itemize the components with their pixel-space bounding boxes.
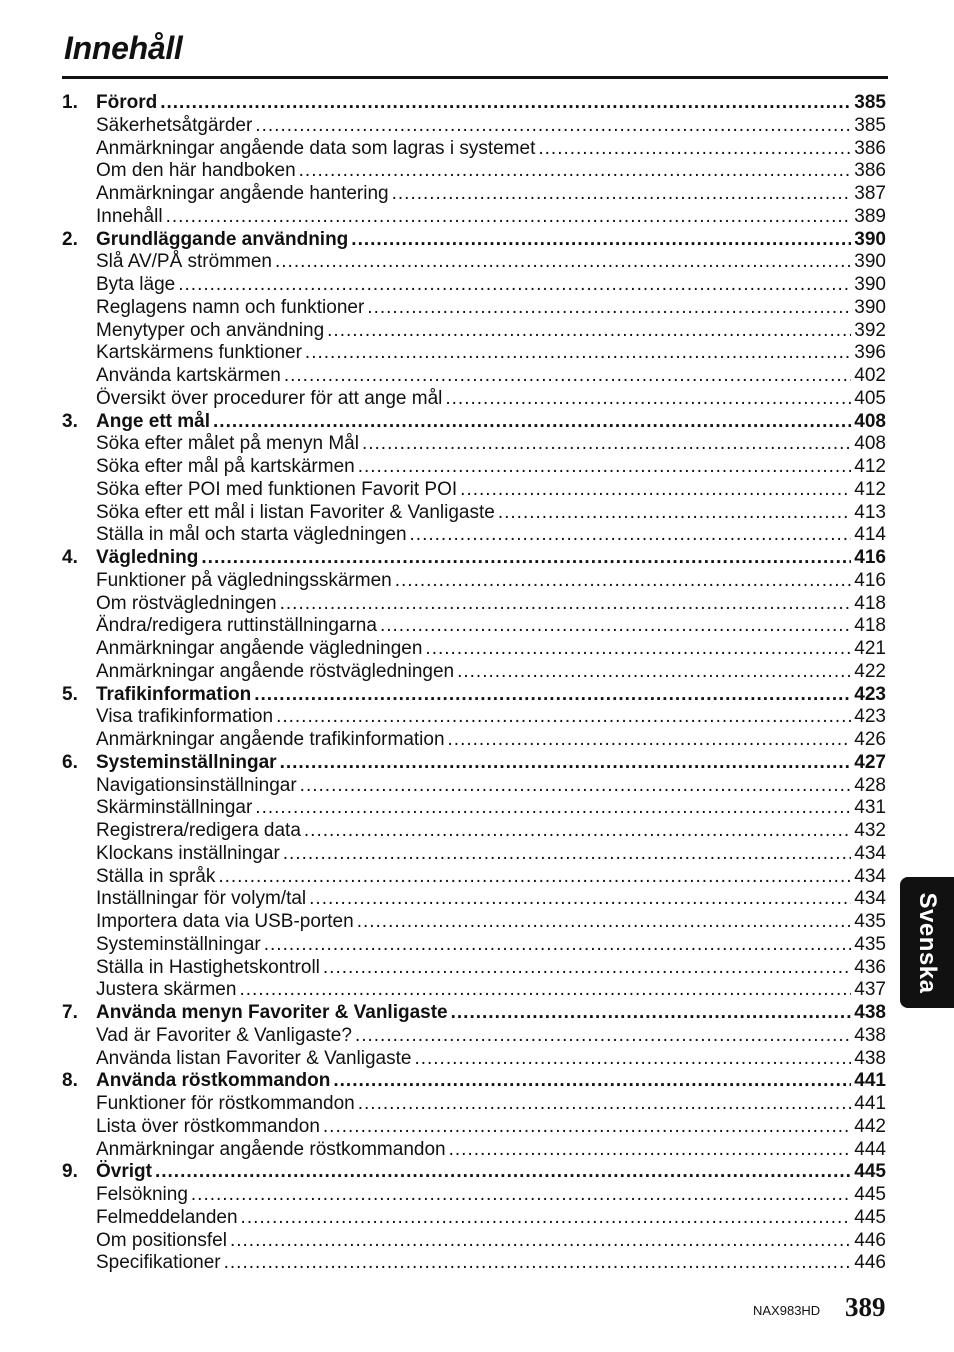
- toc-number: 9.: [62, 1161, 78, 1183]
- toc-section-row[interactable]: [62, 183, 886, 206]
- toc-section-row[interactable]: [62, 1093, 886, 1116]
- dot-leader: [445, 388, 851, 411]
- model-code: NAX983HD: [753, 1303, 821, 1318]
- toc-label: Visa trafikinformation: [96, 706, 274, 728]
- toc-label: Trafikinformation: [96, 683, 252, 705]
- toc-label: Ange ett mål: [96, 410, 211, 432]
- dot-leader: [283, 843, 852, 866]
- dot-leader: [358, 456, 852, 479]
- dot-leader: [323, 957, 851, 980]
- toc-page-number: 442: [854, 1115, 886, 1137]
- toc-section-row[interactable]: [62, 502, 886, 525]
- toc-section-row[interactable]: [62, 160, 886, 183]
- toc-label: Menytyper och användning: [96, 319, 325, 341]
- toc-page-number: 434: [854, 865, 886, 887]
- toc-page-number: 418: [854, 615, 886, 637]
- toc-chapter-row[interactable]: [62, 1002, 886, 1025]
- toc-section-row[interactable]: [62, 1207, 886, 1230]
- dot-leader: [213, 411, 851, 434]
- toc-chapter-row[interactable]: [62, 547, 886, 570]
- dot-leader: [191, 1184, 851, 1207]
- toc-chapter-row[interactable]: [62, 1070, 886, 1093]
- toc-label: Vad är Favoriter & Vanligaste?: [96, 1024, 352, 1046]
- toc-chapter-row[interactable]: [62, 229, 886, 252]
- toc-label: Justera skärmen: [96, 979, 237, 1001]
- toc-page-number: 438: [854, 1047, 886, 1069]
- toc-section-row[interactable]: [62, 365, 886, 388]
- dot-leader: [178, 274, 851, 297]
- dot-leader: [358, 1093, 852, 1116]
- toc-label: Anmärkningar angående data som lagras i systemet: [96, 137, 536, 159]
- dot-leader: [255, 797, 851, 820]
- toc-label: Söka efter målet på menyn Mål: [96, 433, 359, 455]
- toc-label: Ändra/redigera ruttinställningarna: [96, 615, 377, 637]
- dot-leader: [241, 1207, 852, 1230]
- toc-label: Funktioner för röstkommandon: [96, 1093, 355, 1114]
- toc-label: Skärminställningar: [96, 797, 253, 819]
- toc-number: 3.: [62, 410, 78, 432]
- toc-page-number: 441: [854, 1093, 886, 1114]
- toc-section-row[interactable]: [62, 775, 886, 798]
- toc-page-number: 436: [854, 956, 886, 978]
- title-divider: [62, 76, 888, 79]
- toc-label: Förord: [96, 92, 158, 113]
- dot-leader: [449, 1139, 852, 1162]
- toc-label: Anmärkningar angående röstkommandon: [96, 1138, 446, 1160]
- toc-page-number: 412: [854, 456, 886, 477]
- dot-leader: [299, 160, 852, 183]
- toc-page-number: 416: [854, 547, 886, 568]
- toc-section-row[interactable]: [62, 1116, 886, 1139]
- toc-label: Navigationsinställningar: [96, 774, 297, 796]
- dot-leader: [224, 1252, 852, 1275]
- toc-section-row[interactable]: [62, 251, 886, 274]
- toc-label: Systeminställningar: [96, 751, 277, 773]
- toc-label: Använda listan Favoriter & Vanligaste: [96, 1047, 412, 1069]
- dot-leader: [380, 615, 851, 638]
- dot-leader: [538, 138, 851, 161]
- dot-leader: [264, 934, 852, 957]
- dot-leader: [155, 1161, 851, 1184]
- dot-leader: [254, 684, 851, 707]
- toc-page-number: 422: [854, 660, 886, 682]
- toc-page-number: 428: [854, 774, 886, 796]
- toc-label: Övrigt: [96, 1161, 152, 1183]
- toc-page-number: 386: [854, 160, 886, 182]
- toc-label: Byta läge: [96, 274, 176, 295]
- toc-page-number: 438: [854, 1024, 886, 1046]
- toc-section-row[interactable]: [62, 274, 886, 297]
- dot-leader: [309, 888, 851, 911]
- toc-section-row[interactable]: [62, 138, 886, 161]
- toc-page-number: 434: [854, 888, 886, 910]
- toc-page-number: 389: [854, 205, 886, 227]
- toc-label: Söka efter mål på kartskärmen: [96, 456, 355, 477]
- toc-label: Söka efter POI med funktionen Favorit POI: [96, 478, 458, 500]
- toc-label: Kartskärmens funktioner: [96, 342, 302, 364]
- toc-page-number: 435: [854, 933, 886, 955]
- dot-leader: [323, 1116, 851, 1139]
- toc-page-number: 445: [854, 1161, 886, 1183]
- toc-number: 5.: [62, 683, 78, 705]
- toc-page-number: 444: [854, 1138, 886, 1160]
- dot-leader: [395, 570, 852, 593]
- toc-label: Grundläggande användning: [96, 228, 349, 250]
- dot-leader: [280, 593, 852, 616]
- toc-page-number: 432: [854, 820, 886, 841]
- language-side-tab-label: Svenska: [914, 892, 941, 993]
- toc-section-row[interactable]: [62, 934, 886, 957]
- toc-label: Söka efter ett mål i listan Favoriter & Vanligaste: [96, 501, 495, 523]
- toc-page-number: 408: [854, 410, 886, 432]
- toc-label: Säkerhetsåtgärder: [96, 114, 253, 136]
- toc-section-row[interactable]: [62, 729, 886, 752]
- toc-label: Översikt över procedurer för att ange mål: [96, 387, 443, 409]
- toc-label: Anmärkningar angående röstvägledningen: [96, 660, 455, 682]
- toc-page-number: 414: [854, 524, 886, 546]
- toc-section-row[interactable]: [62, 706, 886, 729]
- toc-section-row[interactable]: [62, 570, 886, 593]
- dot-leader: [239, 979, 851, 1002]
- dot-leader: [414, 1048, 851, 1071]
- toc-section-row[interactable]: [62, 320, 886, 343]
- toc-page-number: 427: [854, 751, 886, 773]
- dot-leader: [351, 229, 851, 252]
- toc-page-number: 385: [854, 114, 886, 136]
- toc-section-row[interactable]: [62, 979, 886, 1002]
- toc-section-row[interactable]: [62, 115, 886, 138]
- toc-section-row[interactable]: [62, 456, 886, 479]
- toc-page-number: 390: [854, 251, 886, 273]
- toc-page-number: 385: [854, 92, 886, 113]
- dot-leader: [355, 1025, 851, 1048]
- toc-page-number: 423: [854, 683, 886, 705]
- toc-chapter-row[interactable]: [62, 92, 886, 115]
- dot-leader: [357, 911, 852, 934]
- toc-chapter-row[interactable]: [62, 411, 886, 434]
- dot-leader: [451, 1002, 852, 1025]
- toc-page-number: 387: [854, 183, 886, 204]
- dot-leader: [457, 661, 851, 684]
- toc-page-number: 437: [854, 979, 886, 1001]
- dot-leader: [305, 342, 851, 365]
- toc-label: Använda kartskärmen: [96, 365, 281, 386]
- toc-label: Ställa in mål och starta vägledningen: [96, 524, 407, 546]
- dot-leader: [304, 820, 851, 843]
- toc-page-number: 408: [854, 433, 886, 455]
- toc-section-row[interactable]: [62, 433, 886, 456]
- dot-leader: [362, 433, 851, 456]
- toc-section-row[interactable]: [62, 843, 886, 866]
- toc-label: Funktioner på vägledningsskärmen: [96, 569, 392, 591]
- toc-label: Anmärkningar angående trafikinformation: [96, 729, 445, 750]
- toc-label: Om röstvägledningen: [96, 592, 277, 614]
- toc-section-row[interactable]: [62, 479, 886, 502]
- toc-page-number: 431: [854, 797, 886, 819]
- toc-label: Lista över röstkommandon: [96, 1115, 320, 1137]
- toc-section-row[interactable]: [62, 297, 886, 320]
- toc-chapter-row[interactable]: [62, 1161, 886, 1184]
- toc-label: Registrera/redigera data: [96, 820, 301, 841]
- toc-label: Anmärkningar angående vägledningen: [96, 638, 423, 659]
- table-of-contents: [62, 92, 886, 1275]
- dot-leader: [367, 297, 851, 320]
- toc-page-number: 396: [854, 342, 886, 364]
- dot-leader: [425, 638, 851, 661]
- dot-leader: [160, 92, 851, 115]
- toc-page-number: 441: [854, 1070, 886, 1092]
- toc-page-number: 405: [854, 387, 886, 409]
- toc-chapter-row[interactable]: [62, 752, 886, 775]
- toc-number: 1.: [62, 92, 78, 113]
- toc-page-number: 445: [854, 1184, 886, 1205]
- page-number: 389: [845, 1292, 886, 1322]
- toc-page-number: 446: [854, 1229, 886, 1251]
- toc-label: Felsökning: [96, 1184, 188, 1205]
- dot-leader: [333, 1070, 851, 1093]
- toc-label: Importera data via USB-porten: [96, 911, 354, 932]
- toc-label: Använda röstkommandon: [96, 1070, 331, 1092]
- toc-section-row[interactable]: [62, 615, 886, 638]
- toc-section-row[interactable]: [62, 1048, 886, 1071]
- toc-section-row[interactable]: [62, 206, 886, 229]
- toc-chapter-row[interactable]: [62, 684, 886, 707]
- toc-label: Om den här handboken: [96, 160, 296, 182]
- toc-label: Inställningar för volym/tal: [96, 888, 307, 910]
- toc-label: Innehåll: [96, 205, 163, 227]
- toc-label: Vägledning: [96, 547, 199, 568]
- toc-section-row[interactable]: [62, 661, 886, 684]
- dot-leader: [284, 365, 851, 388]
- dot-leader: [280, 752, 852, 775]
- toc-section-row[interactable]: [62, 957, 886, 980]
- toc-section-row[interactable]: [62, 388, 886, 411]
- toc-label: Felmeddelanden: [96, 1206, 238, 1228]
- toc-section-row[interactable]: [62, 1252, 886, 1275]
- toc-page-number: 412: [854, 478, 886, 500]
- toc-page-number: 445: [854, 1206, 886, 1228]
- toc-number: 7.: [62, 1002, 78, 1023]
- dot-leader: [276, 706, 851, 729]
- toc-section-row[interactable]: [62, 638, 886, 661]
- toc-page-number: 423: [854, 706, 886, 728]
- toc-label: Klockans inställningar: [96, 842, 280, 864]
- dot-leader: [275, 251, 851, 274]
- page-title: Innehåll: [64, 30, 183, 66]
- dot-leader: [300, 775, 852, 798]
- toc-page-number: 416: [854, 569, 886, 591]
- toc-section-row[interactable]: [62, 1230, 886, 1253]
- toc-page-number: 390: [854, 228, 886, 250]
- dot-leader: [392, 183, 852, 206]
- dot-leader: [410, 524, 852, 547]
- toc-section-row[interactable]: [62, 797, 886, 820]
- toc-section-row[interactable]: [62, 342, 886, 365]
- toc-page-number: 426: [854, 729, 886, 750]
- toc-page-number: 413: [854, 501, 886, 523]
- toc-number: 2.: [62, 228, 78, 250]
- toc-section-row[interactable]: [62, 1184, 886, 1207]
- toc-page-number: 421: [854, 638, 886, 659]
- dot-leader: [327, 320, 851, 343]
- toc-page-number: 390: [854, 296, 886, 318]
- toc-section-row[interactable]: [62, 911, 886, 934]
- dot-leader: [218, 866, 851, 889]
- toc-label: Specifikationer: [96, 1252, 221, 1274]
- toc-section-row[interactable]: [62, 820, 886, 843]
- toc-page-number: 402: [854, 365, 886, 386]
- toc-label: Om positionsfel: [96, 1229, 227, 1251]
- dot-leader: [201, 547, 851, 570]
- dot-leader: [498, 502, 851, 525]
- toc-label: Ställa in Hastighetskontroll: [96, 956, 320, 978]
- toc-page-number: 386: [854, 137, 886, 159]
- toc-section-row[interactable]: [62, 593, 886, 616]
- toc-label: Systeminställningar: [96, 933, 261, 955]
- toc-page-number: 392: [854, 319, 886, 341]
- toc-section-row[interactable]: [62, 888, 886, 911]
- dot-leader: [448, 729, 852, 752]
- toc-section-row[interactable]: [62, 1025, 886, 1048]
- toc-section-row[interactable]: [62, 524, 886, 547]
- toc-page-number: 446: [854, 1252, 886, 1274]
- toc-label: Slå AV/PÅ strömmen: [96, 251, 272, 273]
- toc-number: 6.: [62, 751, 78, 773]
- toc-section-row[interactable]: [62, 1139, 886, 1162]
- toc-page-number: 418: [854, 592, 886, 614]
- toc-section-row[interactable]: [62, 866, 886, 889]
- dot-leader: [255, 115, 851, 138]
- language-side-tab: [900, 877, 954, 1008]
- dot-leader: [460, 479, 851, 502]
- dot-leader: [230, 1230, 851, 1253]
- toc-page-number: 438: [854, 1002, 886, 1023]
- toc-page-number: 435: [854, 911, 886, 932]
- toc-label: Anmärkningar angående hantering: [96, 183, 389, 204]
- toc-label: Reglagens namn och funktioner: [96, 296, 365, 318]
- toc-label: Ställa in språk: [96, 865, 216, 887]
- dot-leader: [166, 206, 852, 229]
- toc-page-number: 434: [854, 842, 886, 864]
- toc-page-number: 390: [854, 274, 886, 295]
- toc-number: 8.: [62, 1070, 78, 1092]
- toc-number: 4.: [62, 547, 78, 568]
- toc-label: Använda menyn Favoriter & Vanligaste: [96, 1002, 448, 1023]
